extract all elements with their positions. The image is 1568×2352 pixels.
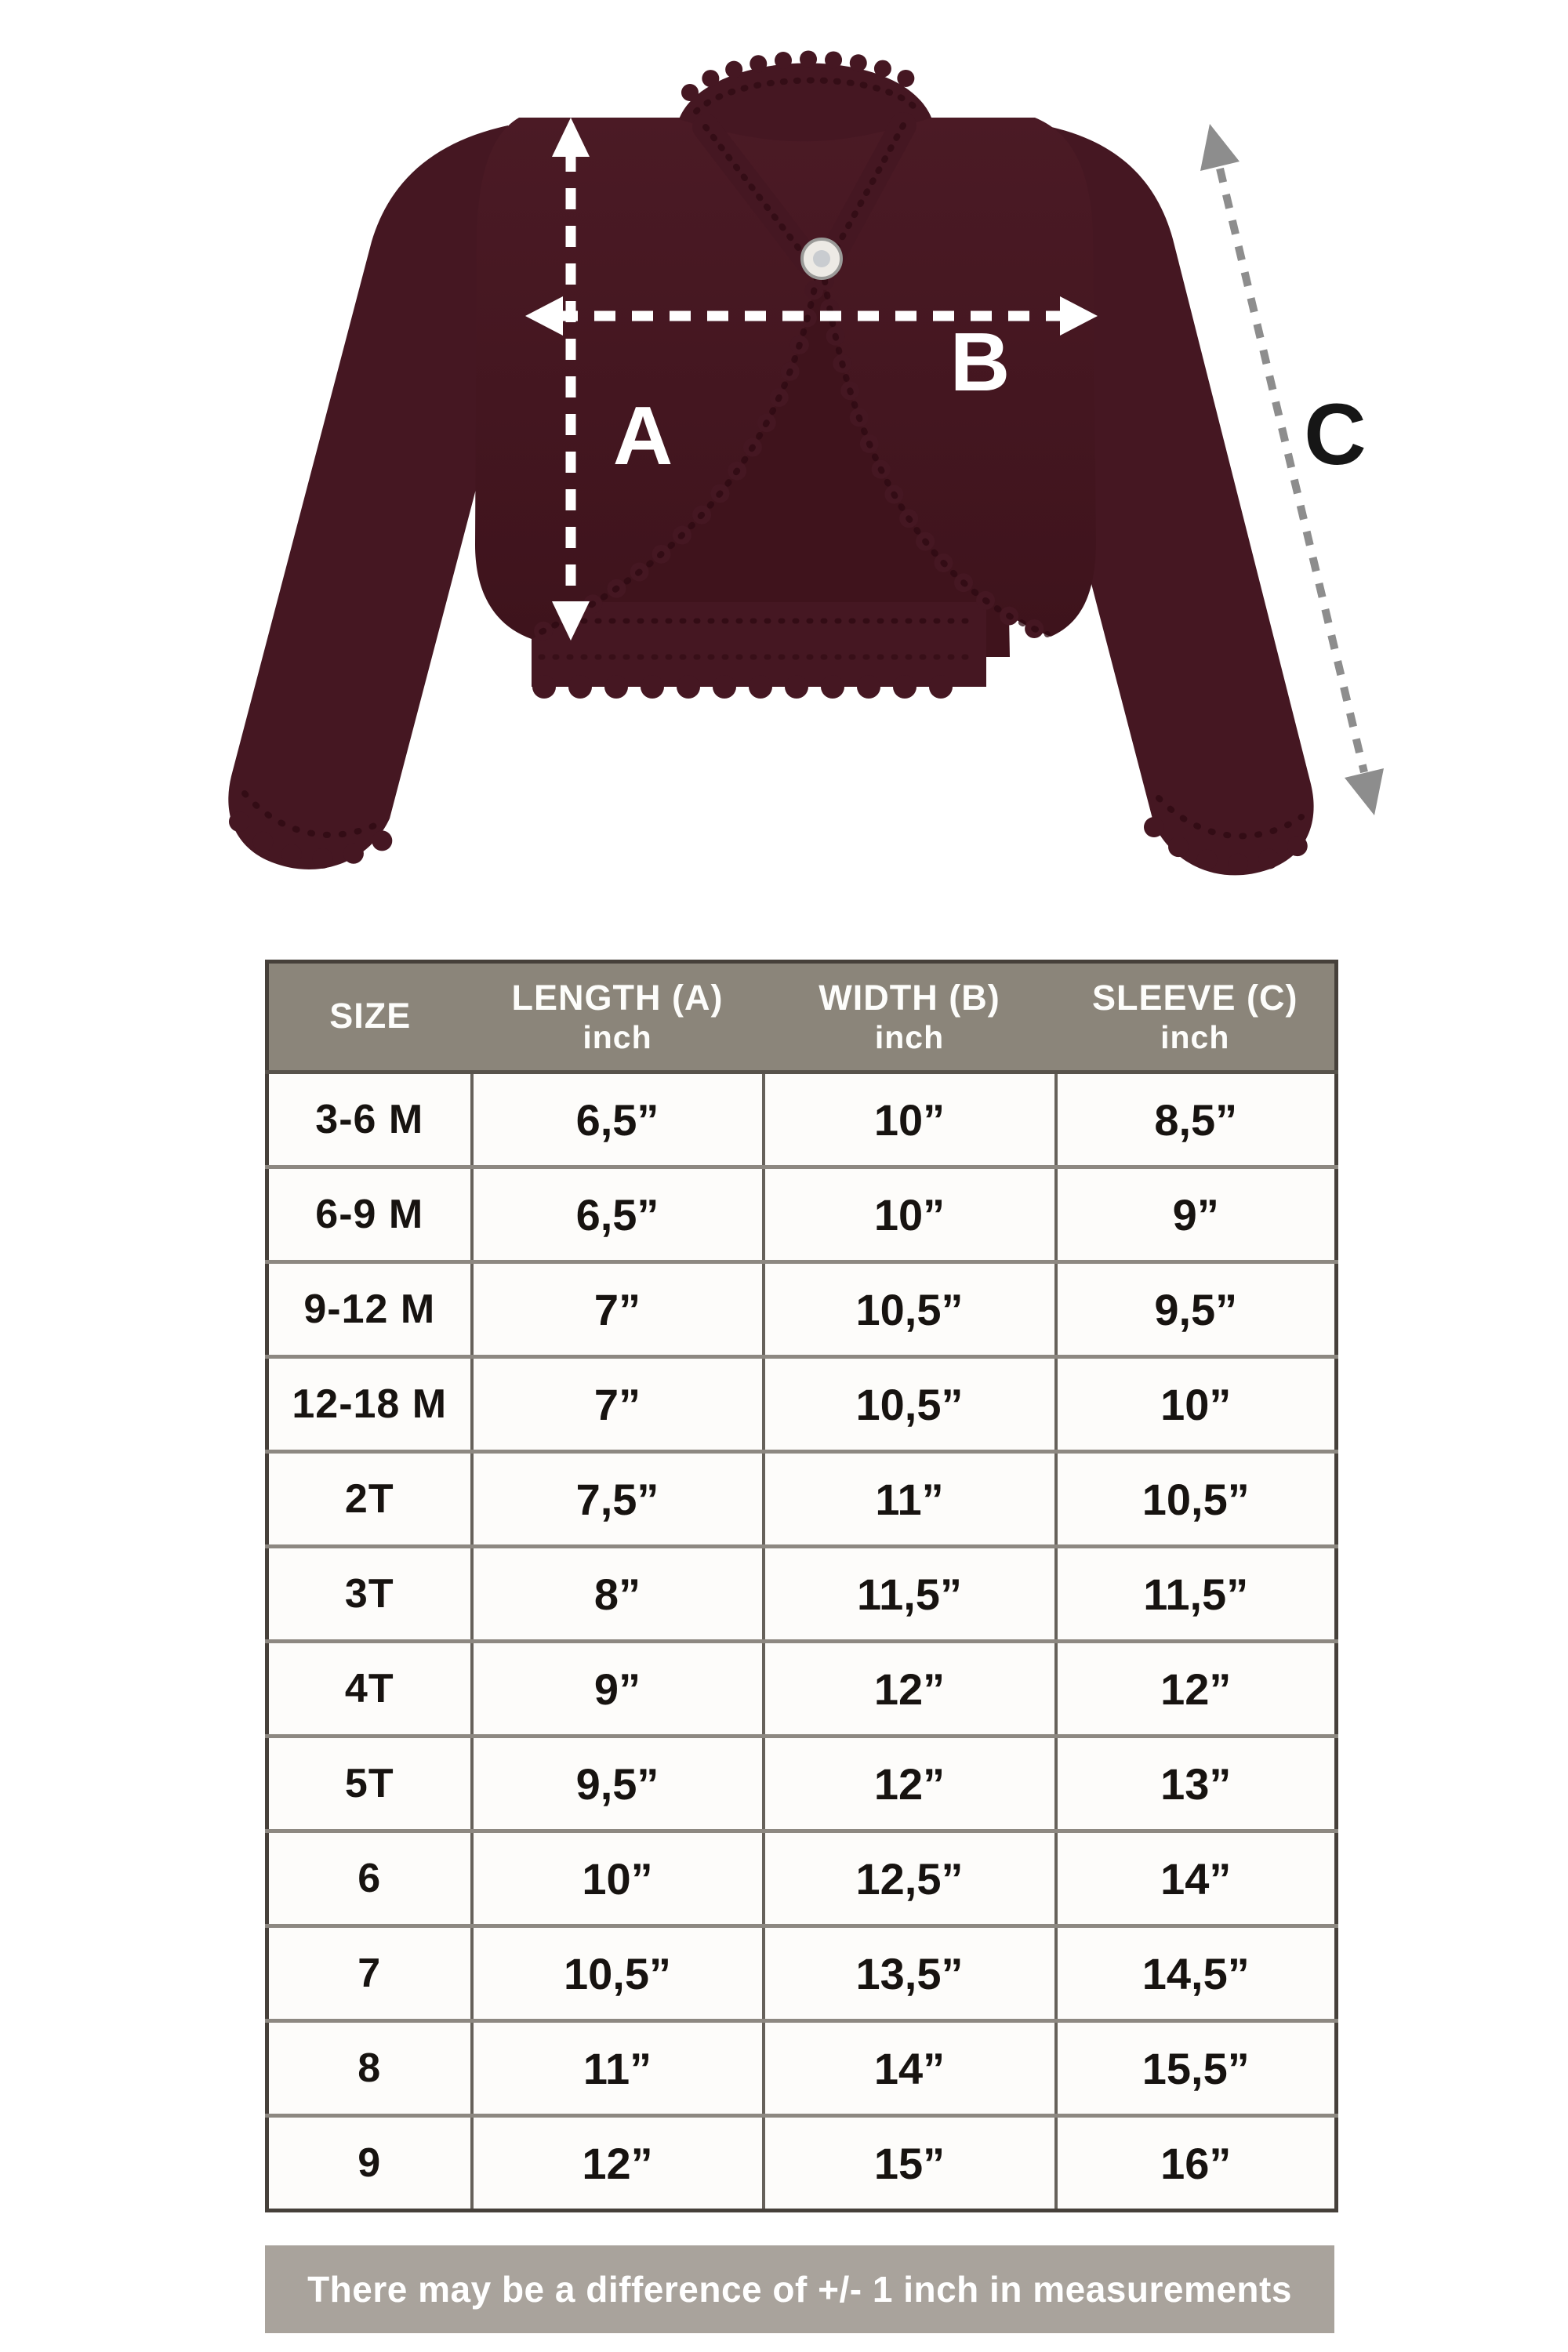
sleeve-cell: 9” xyxy=(1056,1167,1337,1262)
table-row xyxy=(267,1452,1337,1547)
size-cell: 4T xyxy=(267,1642,472,1737)
width-cell: 10” xyxy=(764,1167,1056,1262)
width-cell: 11,5” xyxy=(764,1547,1056,1642)
width-cell: 12” xyxy=(764,1737,1056,1831)
sleeve-cell: 12” xyxy=(1056,1642,1337,1737)
sleeve-cell: 14” xyxy=(1056,1831,1337,1926)
header-length-label: LENGTH (A) xyxy=(511,977,724,1018)
length-cell: 9,5” xyxy=(472,1737,764,1831)
header-width-label: WIDTH (B) xyxy=(818,977,1000,1018)
width-cell: 12,5” xyxy=(764,1831,1056,1926)
label-a: A xyxy=(612,390,673,482)
header-size-label: SIZE xyxy=(329,996,412,1036)
arrowhead-down-icon xyxy=(1345,768,1384,815)
size-cell: 12-18 M xyxy=(267,1357,472,1452)
size-cell: 3-6 M xyxy=(267,1073,472,1167)
header-sleeve-unit: inch xyxy=(1160,1019,1230,1056)
width-cell: 11” xyxy=(764,1452,1056,1547)
sleeve-cell: 9,5” xyxy=(1056,1262,1337,1357)
size-table-header xyxy=(267,962,1337,1073)
size-cell: 6 xyxy=(267,1831,472,1926)
left-sleeve xyxy=(228,125,510,869)
width-cell: 13,5” xyxy=(764,1926,1056,2021)
sleeve-cell: 10,5” xyxy=(1056,1452,1337,1547)
measurement-tolerance-note xyxy=(265,2245,1334,2333)
length-cell: 7” xyxy=(472,1262,764,1357)
size-cell: 7 xyxy=(267,1926,472,2021)
table-row xyxy=(267,1073,1337,1167)
length-cell: 12” xyxy=(472,2116,764,2211)
size-cell: 9 xyxy=(267,2116,472,2211)
header-width xyxy=(764,962,1056,1073)
table-row xyxy=(267,1167,1337,1262)
length-cell: 10” xyxy=(472,1831,764,1926)
sleeve-cell: 14,5” xyxy=(1056,1926,1337,2021)
width-cell: 14” xyxy=(764,2021,1056,2116)
sleeve-cell: 13” xyxy=(1056,1737,1337,1831)
size-table xyxy=(265,960,1338,2212)
sleeve-cell: 8,5” xyxy=(1056,1073,1337,1167)
size-cell: 2T xyxy=(267,1452,472,1547)
width-cell: 10” xyxy=(764,1073,1056,1167)
size-cell: 9-12 M xyxy=(267,1262,472,1357)
sleeve-cell: 11,5” xyxy=(1056,1547,1337,1642)
sleeve-cell: 16” xyxy=(1056,2116,1337,2211)
length-cell: 7” xyxy=(472,1357,764,1452)
table-row xyxy=(267,2021,1337,2116)
width-cell: 10,5” xyxy=(764,1357,1056,1452)
header-length xyxy=(472,962,764,1073)
length-cell: 7,5” xyxy=(472,1452,764,1547)
arrowhead-up-icon xyxy=(1200,124,1240,171)
size-cell: 3T xyxy=(267,1547,472,1642)
size-cell: 5T xyxy=(267,1737,472,1831)
table-row xyxy=(267,1737,1337,1831)
header-sleeve-label: SLEEVE (C) xyxy=(1091,977,1298,1018)
label-c: C xyxy=(1304,387,1367,483)
length-cell: 11” xyxy=(472,2021,764,2116)
length-cell: 9” xyxy=(472,1642,764,1737)
header-length-unit: inch xyxy=(583,1019,652,1056)
table-row xyxy=(267,1357,1337,1452)
header-size xyxy=(267,962,472,1073)
table-row xyxy=(267,1831,1337,1926)
button-center xyxy=(813,250,830,267)
table-row xyxy=(267,1642,1337,1737)
label-b: B xyxy=(949,316,1011,408)
header-row xyxy=(267,962,1337,1073)
table-row xyxy=(267,1262,1337,1357)
table-row xyxy=(267,1926,1337,2021)
length-cell: 6,5” xyxy=(472,1073,764,1167)
width-cell: 10,5” xyxy=(764,1262,1056,1357)
size-table-body xyxy=(267,1073,1337,2211)
note-text: There may be a difference of +/- 1 inch in measurements xyxy=(307,2269,1292,2310)
length-cell: 8” xyxy=(472,1547,764,1642)
sleeve-cell: 10” xyxy=(1056,1357,1337,1452)
size-cell: 8 xyxy=(267,2021,472,2116)
header-sleeve xyxy=(1056,962,1337,1073)
size-cell: 6-9 M xyxy=(267,1167,472,1262)
garment-illustration xyxy=(0,0,1568,917)
garment-hem-band xyxy=(532,602,986,687)
header-width-unit: inch xyxy=(874,1019,945,1056)
length-cell: 10,5” xyxy=(472,1926,764,2021)
length-cell: 6,5” xyxy=(472,1167,764,1262)
table-row xyxy=(267,2116,1337,2211)
width-cell: 15” xyxy=(764,2116,1056,2211)
width-cell: 12” xyxy=(764,1642,1056,1737)
sleeve-cell: 15,5” xyxy=(1056,2021,1337,2116)
table-row xyxy=(267,1547,1337,1642)
